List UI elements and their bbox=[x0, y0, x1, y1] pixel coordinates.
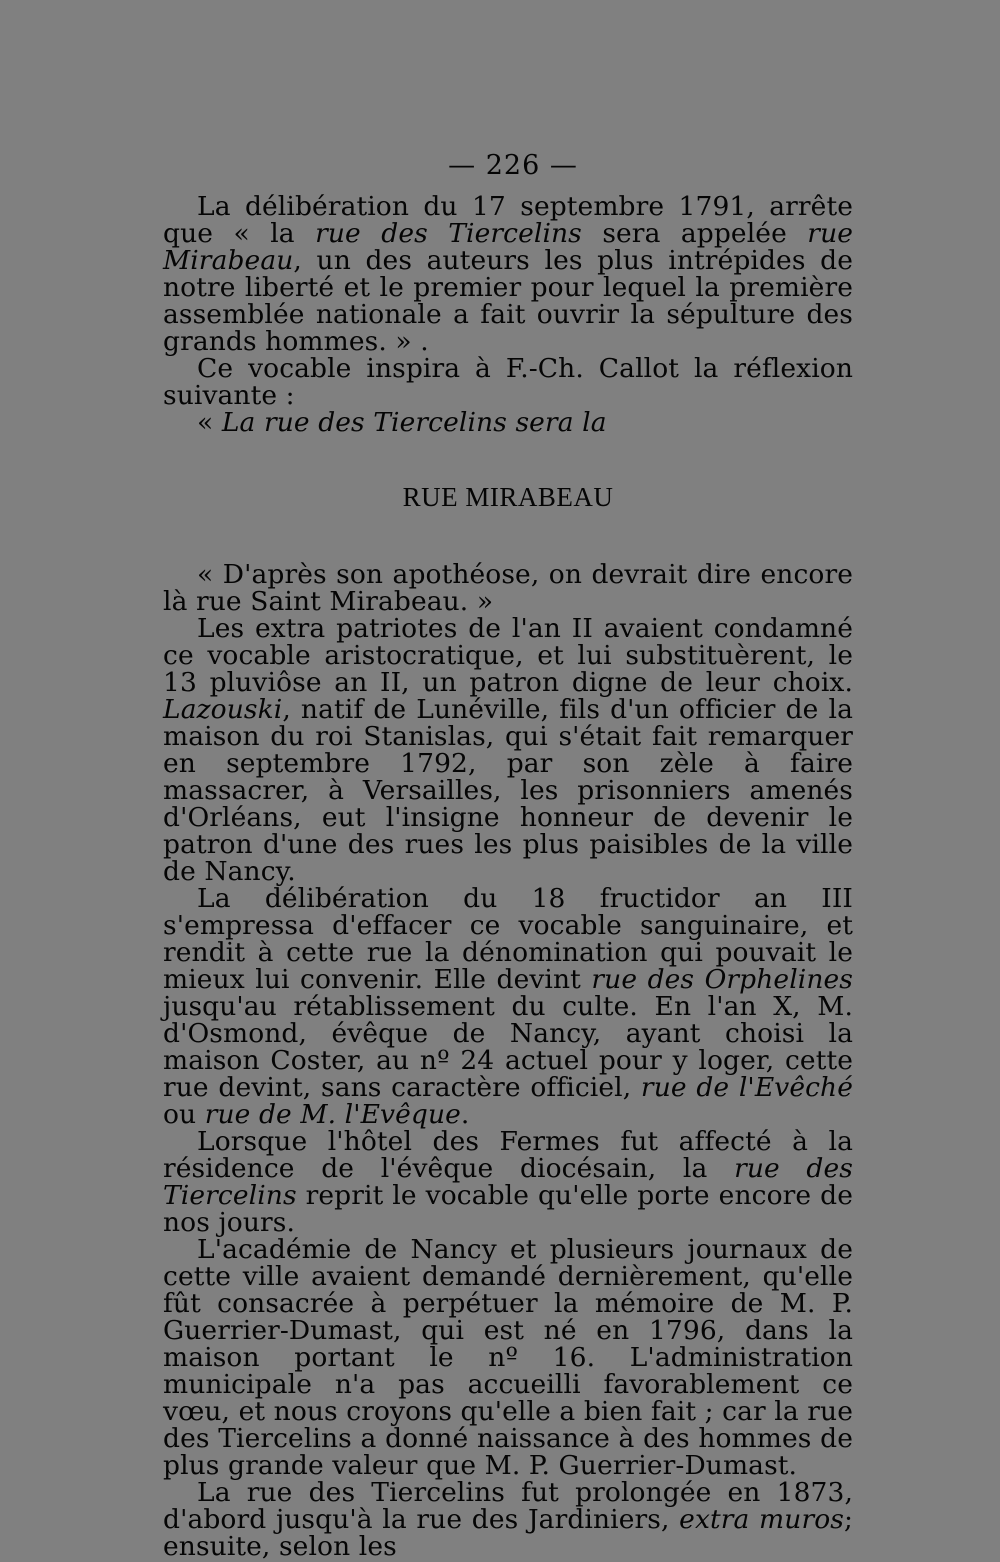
italic-text: extra muros bbox=[679, 1504, 844, 1535]
paragraph-text: . bbox=[460, 1099, 470, 1130]
italic-text: rue de l'Evêché bbox=[640, 1072, 854, 1103]
paragraph-text: ou bbox=[163, 1099, 205, 1130]
section-heading: RUE MIRABEAU bbox=[402, 482, 614, 512]
paragraph-1 bbox=[163, 193, 853, 355]
paragraph-9 bbox=[163, 1479, 853, 1560]
italic-text: rue Mirabeau bbox=[163, 218, 854, 276]
italic-text: La rue des Tiercelins sera la bbox=[221, 407, 607, 438]
paragraph-text: Lorsque l'hôtel des Fermes fut affecté à la résidence de l'évêque diocésain, la bbox=[163, 1126, 853, 1184]
italic-text: rue des Tiercelins bbox=[163, 1153, 853, 1211]
paragraph-7 bbox=[163, 1128, 853, 1236]
paragraph-text: reprit le vocable qu'elle porte encore de nos jours. bbox=[163, 1180, 853, 1238]
paragraph-text: La délibération du 18 fructidor an III s'empressa d'effacer ce vocable sanguinaire, et rendit à cette rue la dénomination qui pouvait le mieux lui convenir. Elle devint bbox=[163, 883, 853, 995]
paragraph-text: , un des auteurs les plus intrépides de notre liberté et le premier pour lequel la première assemblée nationale a fait ouvrir la sépulture des grands hommes. » . bbox=[163, 245, 853, 357]
document-page bbox=[163, 150, 853, 1560]
paragraph-text: sera appelée bbox=[581, 218, 808, 249]
italic-text: rue de M. l'Evêque bbox=[204, 1099, 461, 1130]
paragraph-3 bbox=[163, 409, 853, 436]
paragraph-4: « D'après son apothéose, on devrait dire encore là rue Saint Mirabeau. » bbox=[163, 559, 853, 617]
paragraph-5 bbox=[163, 615, 853, 885]
italic-text: rue des Tiercelins bbox=[315, 218, 582, 249]
paragraph-2: Ce vocable inspira à F.-Ch. Callot la réflexion suivante : bbox=[163, 353, 853, 411]
italic-text: Lazouski bbox=[163, 694, 283, 725]
italic-text: rue des Orphelines bbox=[591, 964, 853, 995]
paragraph-8: L'académie de Nancy et plusieurs journaux de cette ville avaient demandé dernièrement, qu'elle fût consacrée à perpétuer la mémoire de M. P. Guerrier-Dumast, qui est né en 1796, dans la maison portant le nº 16. L'administration municipale n'a pas accueilli favorablement ce vœu, et nous croyons qu'elle a bien fait ; car la rue des Tiercelins a donné naissance à des hommes de plus grande valeur que M. P. Guerrier-Dumast. bbox=[163, 1234, 853, 1481]
paragraph-text: « bbox=[197, 407, 222, 438]
paragraph-text: La rue des Tiercelins fut prolongée en 1873, d'abord jusqu'à la rue des Jardiniers, bbox=[163, 1477, 853, 1535]
paragraph-6 bbox=[163, 885, 853, 1128]
paragraph-text: jusqu'au rétablissement du culte. En l'an X, M. d'Osmond, évêque de Nancy, ayant choisi la maison Coster, au nº 24 actuel pour y loger, cette rue devint, sans caractère officiel, bbox=[163, 991, 853, 1103]
paragraph-text: La délibération du 17 septembre 1791, arrête que « la bbox=[163, 191, 853, 249]
page-number: — 226 — bbox=[448, 150, 578, 181]
paragraph-text: ; ensuite, selon les bbox=[163, 1504, 853, 1562]
paragraph-text: , natif de Lunéville, fils d'un officier de la maison du roi Stanislas, qui s'était fait remarquer en septembre 1792, par son zèle à faire massacrer, à Versailles, les prisonniers amenés d'Orléans, eut l'insigne honneur de devenir le patron d'une des rues les plus paisibles de la ville de Nancy. bbox=[163, 694, 853, 887]
paragraph-text: Les extra patriotes de l'an II avaient condamné ce vocable aristocratique, et lui substituèrent, le 13 pluviôse an II, un patron digne de leur choix. bbox=[163, 613, 853, 698]
